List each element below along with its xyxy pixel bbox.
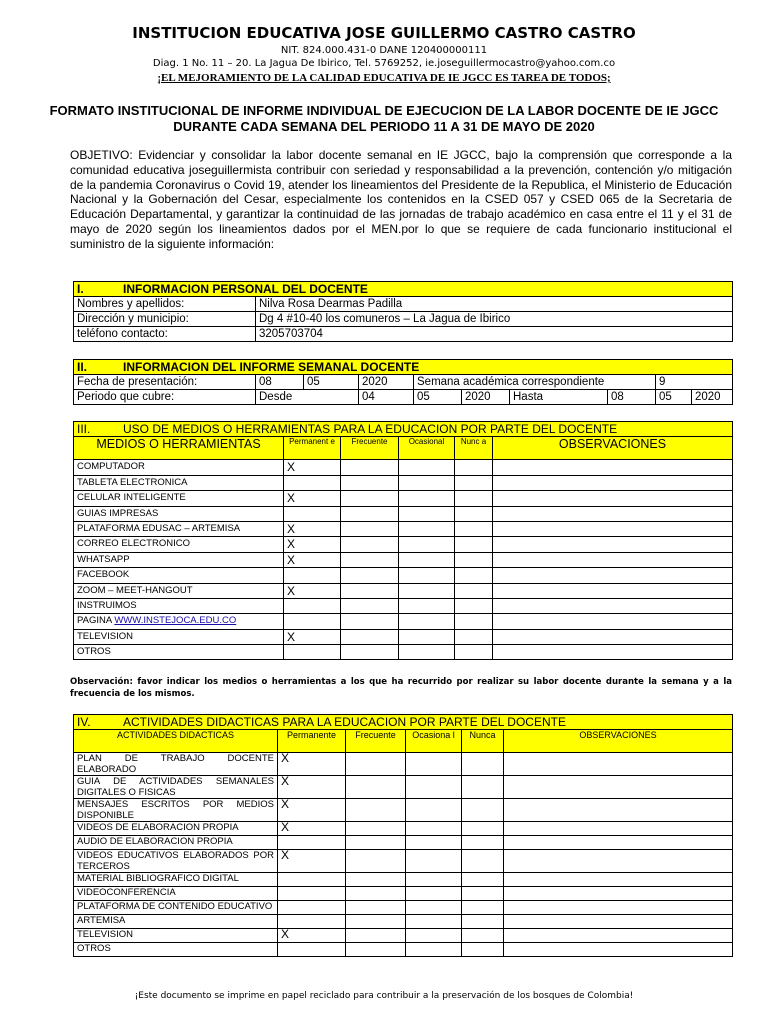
nunca-cell[interactable] [455,475,493,490]
observaciones-cell[interactable] [504,887,733,901]
col-nunca-header: Nunca [462,730,504,753]
activity-name: ARTEMISA [74,915,278,929]
table-row [74,799,733,822]
col-permanente-header: Permanente [278,730,346,753]
ocasional-cell[interactable] [399,629,455,644]
frecuente-cell[interactable] [346,915,406,929]
permanente-cell[interactable] [284,475,341,490]
permanente-cell[interactable] [278,873,346,887]
frecuente-cell[interactable] [341,475,399,490]
activity-name: OTROS [74,943,278,957]
section3-title: USO DE MEDIOS O HERRAMIENTAS PARA LA EDUCACION POR PARTE DEL DOCENTE [123,422,618,436]
ocasional-cell[interactable] [406,901,462,915]
field-label: Nombres y apellidos: [74,297,256,312]
table-row [74,887,733,901]
col-nunca-header: Nunc a [455,437,493,460]
observaciones-cell[interactable] [493,506,733,521]
frecuente-cell[interactable] [346,943,406,957]
ocasional-cell[interactable] [399,645,455,660]
permanente-cell[interactable]: X [278,822,346,836]
col-actividades-header: ACTIVIDADES DIDACTICAS [74,730,278,753]
observaciones-cell[interactable] [504,776,733,799]
ocasional-cell[interactable] [406,836,462,850]
col-frecuente-header: Frecuente [346,730,406,753]
permanente-cell[interactable]: X [278,850,346,873]
school-website-link[interactable]: WWW.INSTEJOCA.EDU.CO [114,615,237,627]
field-label: teléfono contacto: [74,327,256,342]
observaciones-cell[interactable] [493,614,733,629]
section2-number: II. [77,360,88,374]
permanente-cell[interactable] [278,901,346,915]
media-name: FACEBOOK [74,568,284,583]
permanente-cell[interactable]: X [284,491,341,506]
fecha-day-field[interactable]: 08 [256,375,304,390]
frecuente-cell[interactable] [346,873,406,887]
observaciones-cell[interactable] [493,521,733,536]
media-name: TELEVISION [74,629,284,644]
permanente-cell[interactable]: X [284,537,341,552]
nunca-cell[interactable] [462,873,504,887]
observaciones-cell[interactable] [493,491,733,506]
observation-note: Observación: favor indicar los medios o herramientas a los que ha recurrido por realizar su labor docente durante la semana y a la frecuencia de los mismos. [70,677,732,699]
pagina-label: PAGINA [77,615,112,627]
activity-name: MATERIAL BIBLIOGRAFICO DIGITAL [74,873,278,887]
permanente-cell[interactable] [278,915,346,929]
media-name: GUIAS IMPRESAS [74,506,284,521]
table-row [74,614,733,629]
permanente-cell[interactable]: X [278,929,346,943]
table-row [74,629,733,644]
frecuente-cell[interactable] [341,629,399,644]
ocasional-cell[interactable] [399,598,455,613]
table-row [74,901,733,915]
ocasional-cell[interactable] [399,475,455,490]
table-row [74,645,733,660]
observaciones-cell[interactable] [493,475,733,490]
ocasional-cell[interactable] [399,491,455,506]
table-row [74,822,733,836]
ocasional-cell[interactable] [399,568,455,583]
section2-title: INFORMACION DEL INFORME SEMANAL DOCENTE [123,360,420,374]
frecuente-cell[interactable] [346,901,406,915]
desde-day-field[interactable]: 04 [359,390,414,405]
activity-name: VIDEOCONFERENCIA [74,887,278,901]
frecuente-cell[interactable] [341,491,399,506]
observaciones-cell[interactable] [504,850,733,873]
fecha-label: Fecha de presentación: [74,375,256,390]
nunca-cell[interactable] [462,753,504,776]
permanente-cell[interactable] [284,614,341,629]
table-row [74,375,733,390]
activities-table-header [74,730,733,753]
table-row [74,929,733,943]
nunca-cell[interactable] [462,901,504,915]
frecuente-cell[interactable] [341,568,399,583]
ocasional-cell[interactable] [406,799,462,822]
col-ocasional-header: Ocasional [399,437,455,460]
media-name: OTROS [74,645,284,660]
permanente-cell[interactable] [278,887,346,901]
section1-title: INFORMACION PERSONAL DEL DOCENTE [123,282,368,296]
media-name: TABLETA ELECTRONICA [74,475,284,490]
nunca-cell[interactable] [462,850,504,873]
table-row [74,568,733,583]
media-tools-table [73,421,733,660]
permanente-cell[interactable] [284,568,341,583]
frecuente-cell[interactable] [346,850,406,873]
semana-field[interactable]: 9 [656,375,733,390]
observaciones-cell[interactable] [504,915,733,929]
ocasional-cell[interactable] [406,776,462,799]
activity-name: MENSAJES ESCRITOS POR MEDIOS DISPONIBLE [74,799,278,822]
permanente-cell[interactable]: X [278,776,346,799]
table-row [74,327,733,342]
table-row [74,850,733,873]
nunca-cell[interactable] [455,537,493,552]
permanente-cell[interactable]: X [278,799,346,822]
table-row [74,460,733,475]
hasta-month-field[interactable]: 05 [656,390,692,405]
hasta-day-field[interactable]: 08 [608,390,656,405]
table-row [74,943,733,957]
table-row [74,390,733,405]
ocasional-cell[interactable] [406,943,462,957]
personal-info-table [73,281,733,342]
table-row [74,915,733,929]
observaciones-cell[interactable] [504,873,733,887]
table-row [74,491,733,506]
nunca-cell[interactable] [462,929,504,943]
desde-year-field[interactable]: 2020 [462,390,510,405]
ocasional-cell[interactable] [399,552,455,567]
section3-number: III. [77,422,91,436]
weekly-report-table [73,359,733,405]
nunca-cell[interactable] [455,629,493,644]
form-title-line1: FORMATO INSTITUCIONAL DE INFORME INDIVIDUAL DE EJECUCION DE LA LABOR DOCENTE DE IE JGCC [49,103,719,118]
observaciones-cell[interactable] [493,583,733,598]
ocasional-cell[interactable] [406,822,462,836]
nunca-cell[interactable] [462,915,504,929]
objective-paragraph: OBJETIVO: Evidenciar y consolidar la labor docente semanal en IE JGCC, bajo la comprensión que corresponde a la comunidad educativa joseguillermista contribuir con seriedad y responsabilidad a la prevención, contención y/o mitigación de la pandemia Coronavirus o Covid 19, atender los lineamientos del Presidente de la Republica, el Ministerio de Educación Nacional y la Gobernación del Cesar, especialmente los contenidos en la CSED 057 y CSED 065 de la Secretaria de Educación Departamental, y garantizar la continuidad de las jornadas de trabajo académico en casa entre el 11 y el 31 de mayo de 2020 según los lineamientos dados por el MEN.por lo que se requiere de cada funcionario institucional el suministro de la siguiente información: [70,148,732,251]
frecuente-cell[interactable] [346,753,406,776]
desde-month-field[interactable]: 05 [414,390,462,405]
teacher-name-field[interactable]: Nilva Rosa Dearmas Padilla [256,297,733,312]
nunca-cell[interactable] [455,460,493,475]
nunca-cell[interactable] [462,776,504,799]
permanente-cell[interactable]: X [278,753,346,776]
nunca-cell[interactable] [455,598,493,613]
frecuente-cell[interactable] [346,929,406,943]
desde-label: Desde [256,390,359,405]
observaciones-cell[interactable] [493,598,733,613]
observaciones-cell[interactable] [504,836,733,850]
ocasional-cell[interactable] [406,915,462,929]
media-name [74,614,284,629]
section1-header [74,282,733,297]
ocasional-cell[interactable] [406,873,462,887]
permanente-cell[interactable]: X [284,629,341,644]
table-row [74,873,733,887]
media-name: CORREO ELECTRONICO [74,537,284,552]
activity-name: VIDEOS DE ELABORACION PROPIA [74,822,278,836]
section3-header [74,422,733,437]
permanente-cell[interactable] [284,598,341,613]
table-row [74,836,733,850]
table-row [74,312,733,327]
nunca-cell[interactable] [462,822,504,836]
col-observaciones-header: OBSERVACIONES [504,730,733,753]
frecuente-cell[interactable] [341,614,399,629]
media-name: ZOOM – MEET-HANGOUT [74,583,284,598]
observaciones-cell[interactable] [504,799,733,822]
frecuente-cell[interactable] [341,583,399,598]
section4-number: IV. [77,715,91,729]
media-name: INSTRUIMOS [74,598,284,613]
permanente-cell[interactable] [284,645,341,660]
school-name: INSTITUCION EDUCATIVA JOSE GUILLERMO CASTRO CASTRO [132,24,636,42]
observaciones-cell[interactable] [493,629,733,644]
frecuente-cell[interactable] [341,537,399,552]
frecuente-cell[interactable] [341,552,399,567]
permanente-cell[interactable] [284,506,341,521]
nunca-cell[interactable] [455,583,493,598]
observaciones-cell[interactable] [493,460,733,475]
permanente-cell[interactable]: X [284,583,341,598]
nunca-cell[interactable] [455,521,493,536]
section1-number: I. [77,282,84,296]
ocasional-cell[interactable] [406,887,462,901]
ocasional-cell[interactable] [406,850,462,873]
activity-name: AUDIO DE ELABORACION PROPIA [74,836,278,850]
observaciones-cell[interactable] [504,901,733,915]
nunca-cell[interactable] [455,614,493,629]
school-address: Diag. 1 No. 11 – 20. La Jagua De Ibirico, Tel. 5769252, ie.joseguillermocastro@yahoo.com.co [152,58,616,69]
frecuente-cell[interactable] [341,506,399,521]
frecuente-cell[interactable] [346,799,406,822]
table-row [74,753,733,776]
media-table-header [74,437,733,460]
frecuente-cell[interactable] [346,887,406,901]
col-medios-header: MEDIOS O HERRAMIENTAS [74,437,284,460]
col-frecuente-header: Frecuente [341,437,399,460]
activity-name: PLAN DE TRABAJO DOCENTE ELABORADO [74,753,278,776]
frecuente-cell[interactable] [346,776,406,799]
ocasional-cell[interactable] [399,583,455,598]
table-row [74,475,733,490]
table-row [74,506,733,521]
section4-title: ACTIVIDADES DIDACTICAS PARA LA EDUCACION POR PARTE DEL DOCENTE [123,715,566,729]
observaciones-cell[interactable] [504,943,733,957]
table-row [74,583,733,598]
nit-dane: NIT. 824.000.431-0 DANE 120400000111 [280,45,488,56]
nunca-cell[interactable] [455,645,493,660]
col-observaciones-header: OBSERVACIONES [493,437,733,460]
permanente-cell[interactable]: X [284,552,341,567]
table-row [74,537,733,552]
activity-name: PLATAFORMA DE CONTENIDO EDUCATIVO [74,901,278,915]
ocasional-cell[interactable] [399,537,455,552]
nunca-cell[interactable] [455,552,493,567]
frecuente-cell[interactable] [346,822,406,836]
observaciones-cell[interactable] [504,753,733,776]
teacher-address-field[interactable]: Dg 4 #10-40 los comuneros – La Jagua de Ibirico [256,312,733,327]
ocasional-cell[interactable] [399,506,455,521]
semana-label: Semana académica correspondiente [414,375,656,390]
table-row [74,521,733,536]
nunca-cell[interactable] [462,887,504,901]
form-title [40,103,728,135]
col-permanente-header: Permanent e [284,437,341,460]
nunca-cell[interactable] [455,506,493,521]
media-name: WHATSAPP [74,552,284,567]
nunca-cell[interactable] [462,943,504,957]
school-motto: ¡EL MEJORAMIENTO DE LA CALIDAD EDUCATIVA DE IE JGCC ES TAREA DE TODOS; [157,72,611,84]
observaciones-cell[interactable] [493,645,733,660]
field-label: Dirección y municipio: [74,312,256,327]
ocasional-cell[interactable] [399,460,455,475]
observaciones-cell[interactable] [504,822,733,836]
observaciones-cell[interactable] [493,568,733,583]
ocasional-cell[interactable] [399,614,455,629]
col-ocasional-header: Ocasiona l [406,730,462,753]
media-name: CELULAR INTELIGENTE [74,491,284,506]
activity-name: TELEVISION [74,929,278,943]
table-row [74,297,733,312]
permanente-cell[interactable]: X [284,521,341,536]
activity-name: GUIA DE ACTIVIDADES SEMANALES DIGITALES O FISICAS [74,776,278,799]
ocasional-cell[interactable] [406,929,462,943]
table-row [74,776,733,799]
frecuente-cell[interactable] [341,521,399,536]
frecuente-cell[interactable] [341,598,399,613]
media-name: PLATAFORMA EDUSAC – ARTEMISA [74,521,284,536]
media-name: COMPUTADOR [74,460,284,475]
observaciones-cell[interactable] [493,552,733,567]
activity-name: VIDEOS EDUCATIVOS ELABORADOS POR TERCEROS [74,850,278,873]
nunca-cell[interactable] [462,836,504,850]
fecha-month-field[interactable]: 05 [304,375,359,390]
nunca-cell[interactable] [455,491,493,506]
permanente-cell[interactable]: X [284,460,341,475]
observaciones-cell[interactable] [493,537,733,552]
fecha-year-field[interactable]: 2020 [359,375,414,390]
frecuente-cell[interactable] [346,836,406,850]
periodo-label: Periodo que cubre: [74,390,256,405]
nunca-cell[interactable] [455,568,493,583]
ocasional-cell[interactable] [406,753,462,776]
form-title-line2: DURANTE CADA SEMANA DEL PERIODO 11 A 31 DE MAYO DE 2020 [173,119,595,134]
hasta-year-field[interactable]: 2020 [692,390,733,405]
frecuente-cell[interactable] [341,460,399,475]
permanente-cell[interactable] [278,943,346,957]
nunca-cell[interactable] [462,799,504,822]
ocasional-cell[interactable] [399,521,455,536]
didactic-activities-table [73,714,733,957]
table-row [74,552,733,567]
recycled-paper-footer: ¡Este documento se imprime en papel reciclado para contribuir a la preservación de los bosques de Colombia! [134,991,634,1001]
frecuente-cell[interactable] [341,645,399,660]
teacher-phone-field[interactable]: 3205703704 [256,327,733,342]
section4-header [74,715,733,730]
observaciones-cell[interactable] [504,929,733,943]
hasta-label: Hasta [510,390,608,405]
section2-header [74,360,733,375]
permanente-cell[interactable] [278,836,346,850]
table-row [74,598,733,613]
